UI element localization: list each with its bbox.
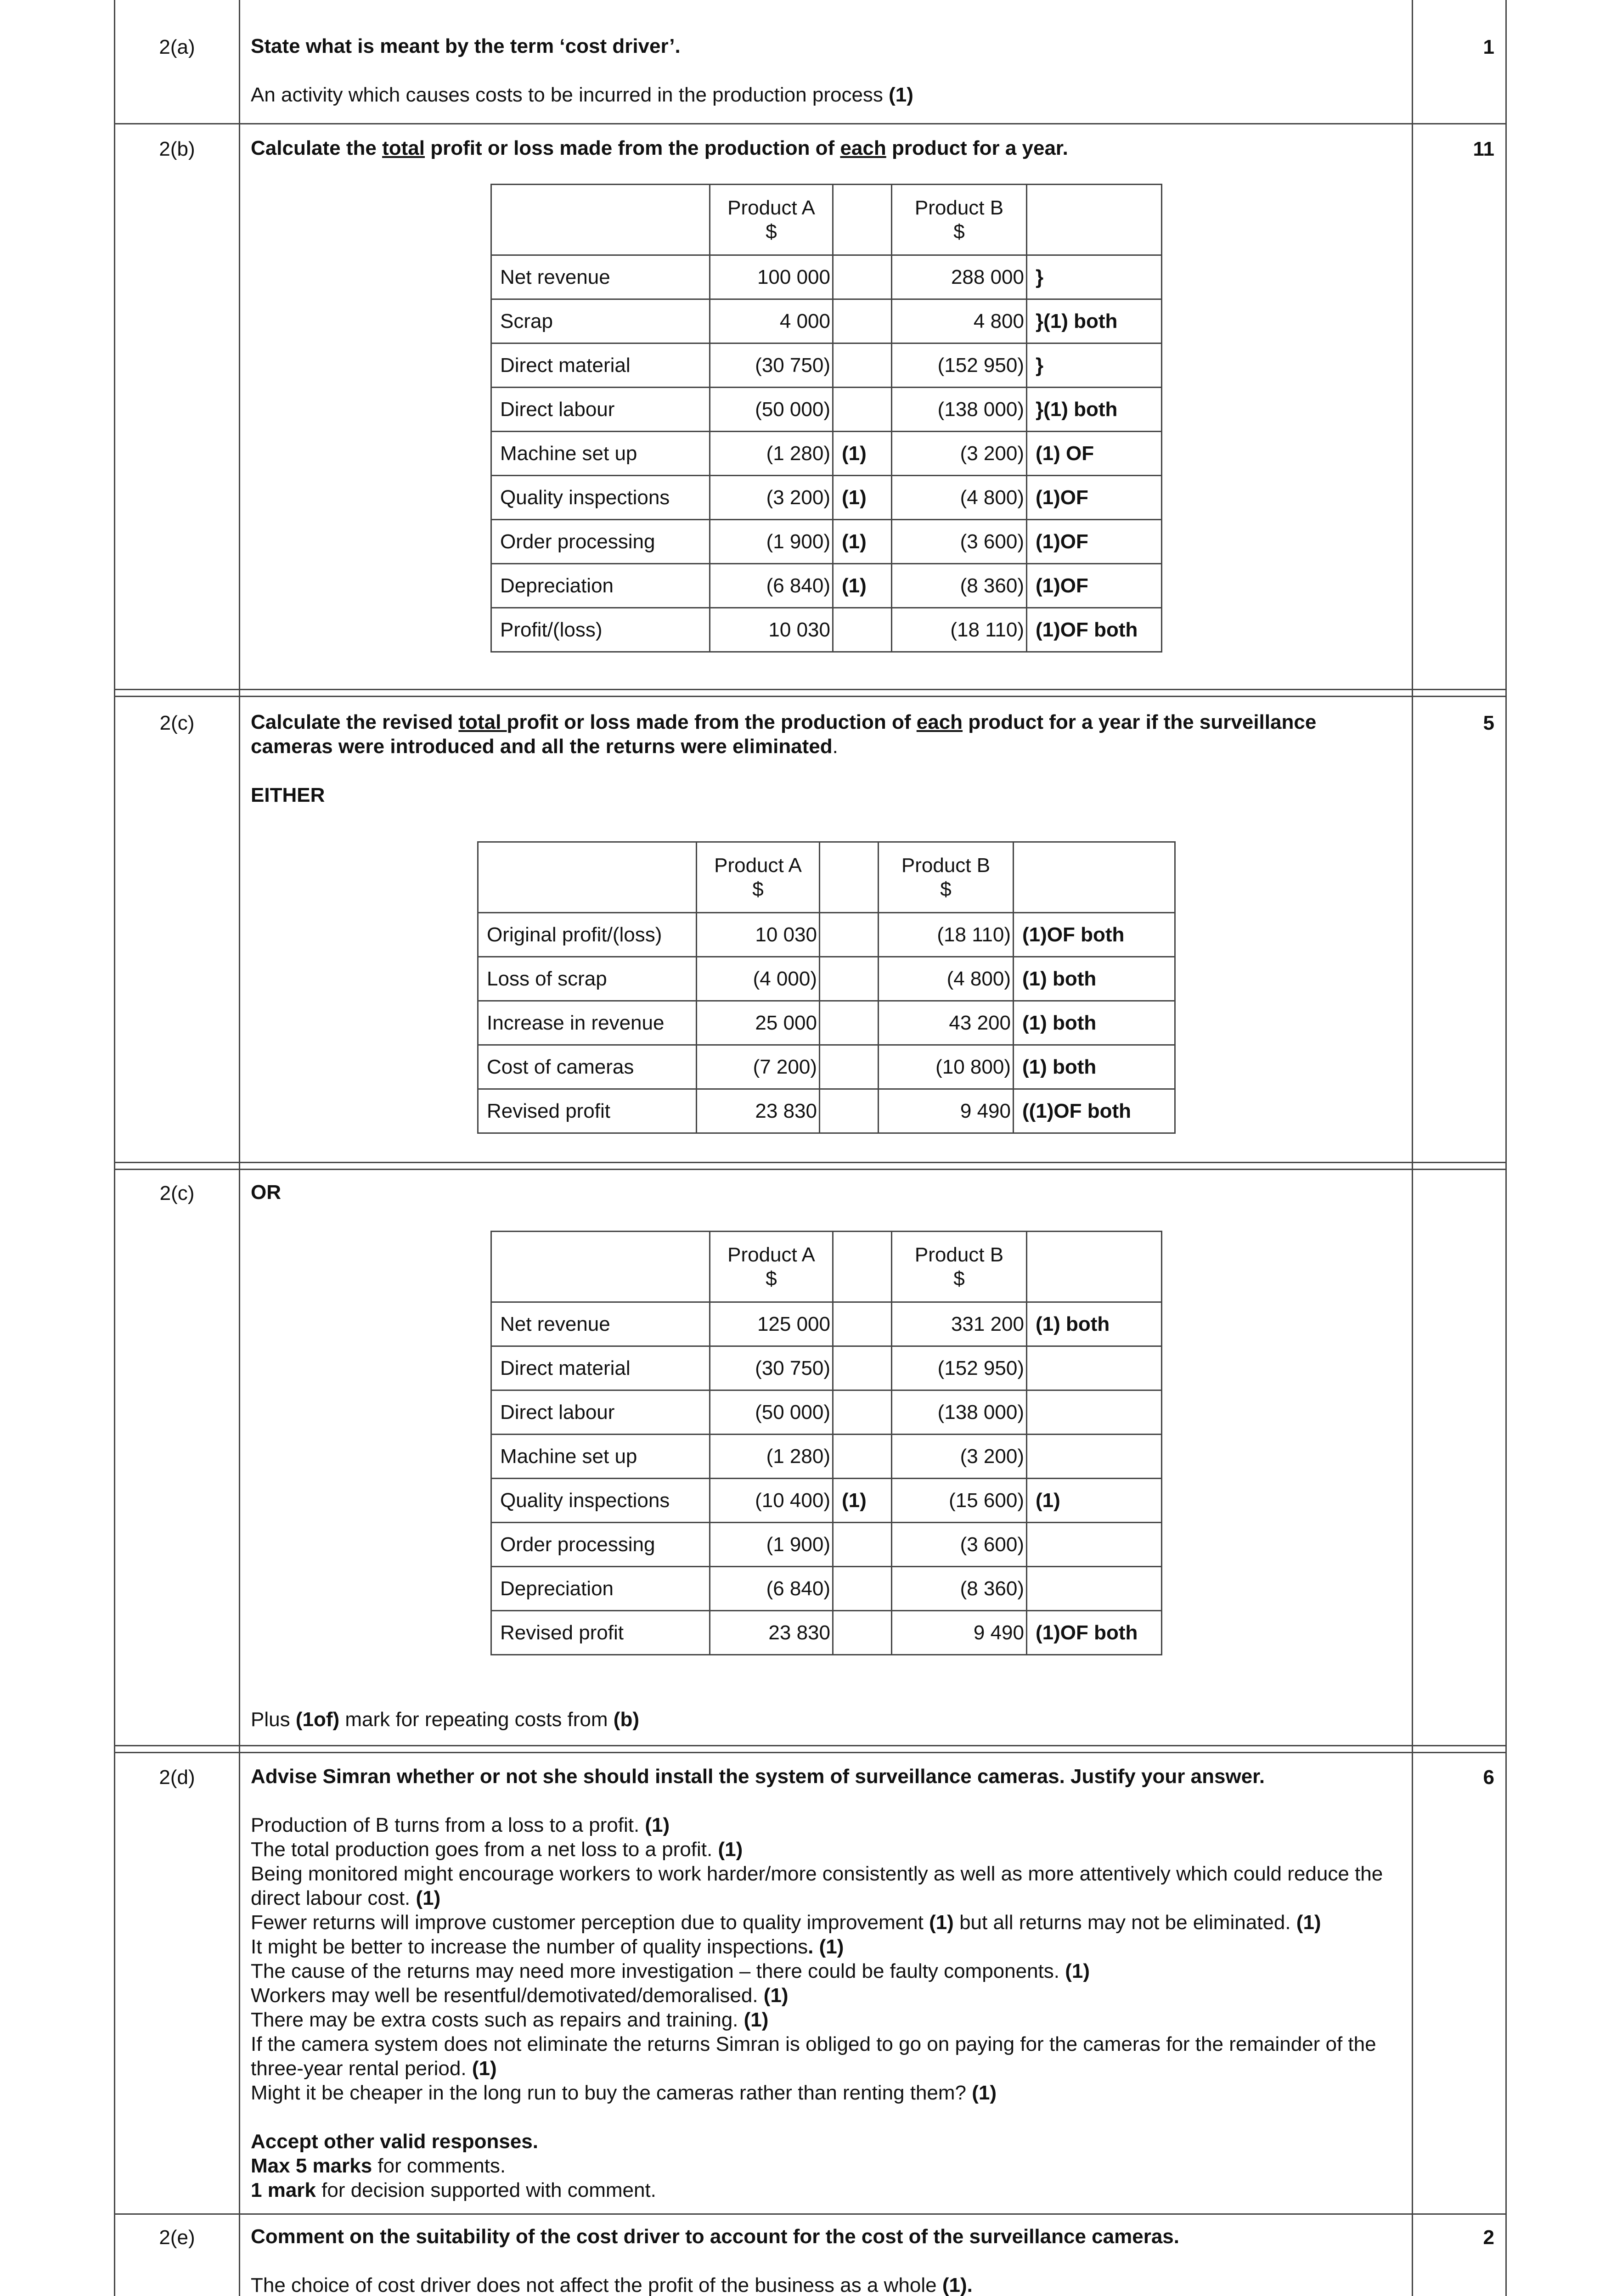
marks-value: 5 [1483, 712, 1494, 734]
table-row [491, 299, 1162, 343]
marks-value: 6 [1483, 1766, 1494, 1789]
question-2a [251, 34, 1399, 107]
table-row [491, 1479, 1162, 1523]
answer-line: Workers may well be resentful/demotivated/demoralised. (1) [251, 1984, 789, 2007]
product-a-mark [833, 1567, 892, 1611]
product-a-value: 10 030 [710, 608, 833, 652]
decision-note: 1 mark for decision supported with comment. [251, 2179, 656, 2201]
row-label: Direct labour [491, 1390, 710, 1435]
question-2b [251, 136, 1399, 160]
table-row [478, 1045, 1175, 1089]
question-number: 2(b) [159, 138, 195, 160]
row-label: Revised profit [491, 1611, 710, 1655]
product-a-value: (50 000) [710, 1390, 833, 1435]
product-a-value: (30 750) [710, 1346, 833, 1390]
mark-note: (1) [1027, 1479, 1162, 1523]
product-b-value: (18 110) [892, 608, 1027, 652]
product-a-value: (3 200) [710, 476, 833, 520]
product-a-value: (4 000) [697, 957, 820, 1001]
answer-line: If the camera system does not eliminate the returns Simran is obliged to go on paying for the cameras for the remainder of the three-year rental period. (1) [251, 2033, 1376, 2080]
row-label: Original profit/(loss) [478, 913, 697, 957]
row-separator [115, 123, 1505, 124]
question-2e [251, 2224, 1399, 2296]
product-a-mark [820, 957, 879, 1001]
mark-note [1027, 1435, 1162, 1479]
mark-note: (1) both [1014, 1001, 1175, 1045]
question-text: Calculate the revised total profit or loss made from the production of each product for a year if the surveillance cameras were introduced and all the returns were eliminated. [251, 711, 1317, 758]
product-a-mark [820, 1089, 879, 1133]
product-a-mark [820, 1001, 879, 1045]
mark-note [1027, 1390, 1162, 1435]
product-a-mark [833, 299, 892, 343]
mark-note: (1)OF both [1014, 913, 1175, 957]
product-a-value: 4 000 [710, 299, 833, 343]
product-a-mark [833, 1435, 892, 1479]
row-separator [115, 1162, 1505, 1170]
table-row [491, 520, 1162, 564]
mark-note [1027, 1567, 1162, 1611]
answer-line: There may be extra costs such as repairs and training. (1) [251, 2009, 769, 2031]
table-row [491, 1567, 1162, 1611]
table-row [478, 1089, 1175, 1133]
either-label: EITHER [251, 784, 325, 806]
product-b-value: 288 000 [892, 255, 1027, 299]
answer-text [251, 83, 1399, 107]
row-label: Direct labour [491, 388, 710, 432]
plus-note: Plus (1of) mark for repeating costs from (b) [251, 1708, 639, 1731]
product-b-value: (152 950) [892, 1346, 1027, 1390]
product-a-value: 100 000 [710, 255, 833, 299]
product-a-mark [833, 1523, 892, 1567]
answer-line: It might be better to increase the number of quality inspections. (1) [251, 1936, 844, 1958]
product-a-mark: (1) [833, 520, 892, 564]
product-a-mark: (1) [833, 476, 892, 520]
question-text: State what is meant by the term ‘cost driver’. [251, 35, 681, 57]
product-a-mark [820, 1045, 879, 1089]
table-row [491, 1611, 1162, 1655]
product-b-value: 9 490 [892, 1611, 1027, 1655]
table-row [478, 957, 1175, 1001]
row-separator [115, 689, 1505, 697]
question-2c-or [251, 1180, 1399, 1204]
question-2d [251, 1764, 1399, 2202]
row-label: Depreciation [491, 564, 710, 608]
table-row [491, 388, 1162, 432]
table-row [491, 564, 1162, 608]
mark-note: (1)OF [1027, 476, 1162, 520]
mark-note: (1)OF [1027, 520, 1162, 564]
question-number: 2(c) [159, 1182, 195, 1204]
product-a-mark [833, 1611, 892, 1655]
product-a-mark [833, 255, 892, 299]
table-row [491, 1523, 1162, 1567]
calculation-table-2c-or [490, 1231, 1162, 1655]
mark-note: (1) both [1014, 957, 1175, 1001]
row-label: Revised profit [478, 1089, 697, 1133]
product-a-mark [820, 913, 879, 957]
question-text: Calculate the total profit or loss made from the production of each product for a year. [251, 137, 1068, 159]
product-a-mark [833, 1390, 892, 1435]
mark-note: (1)OF both [1027, 608, 1162, 652]
mark-note: (1) OF [1027, 432, 1162, 476]
product-a-value: 125 000 [710, 1302, 833, 1346]
col-header-product-b: Product B $ [879, 842, 1014, 913]
row-label: Depreciation [491, 1567, 710, 1611]
product-a-value: 10 030 [697, 913, 820, 957]
accept-note: Accept other valid responses. [251, 2130, 538, 2153]
question-number: 2(a) [159, 36, 195, 58]
marks-value: 11 [1473, 138, 1494, 160]
mark-note [1027, 1346, 1162, 1390]
mark-note: (1)OF [1027, 564, 1162, 608]
product-a-value: (50 000) [710, 388, 833, 432]
answer-line: The total production goes from a net loss to a profit. (1) [251, 1838, 743, 1861]
row-label: Order processing [491, 520, 710, 564]
answer-line: Production of B turns from a loss to a profit. (1) [251, 1814, 670, 1836]
column-divider [239, 0, 240, 2296]
product-a-mark [833, 1346, 892, 1390]
mark-note: } [1027, 255, 1162, 299]
calculation-table-2b [490, 184, 1162, 653]
row-label: Quality inspections [491, 476, 710, 520]
product-a-value: (6 840) [710, 564, 833, 608]
mark-note: } [1027, 343, 1162, 388]
table-row [478, 1001, 1175, 1045]
product-b-value: (18 110) [879, 913, 1014, 957]
product-a-value: 25 000 [697, 1001, 820, 1045]
table-row [491, 608, 1162, 652]
row-label: Net revenue [491, 255, 710, 299]
calculation-table-2c-either [477, 841, 1176, 1134]
product-b-value: (3 200) [892, 1435, 1027, 1479]
question-number: 2(e) [159, 2226, 195, 2249]
table-row [491, 1435, 1162, 1479]
col-header-product-a: Product A $ [697, 842, 820, 913]
row-label: Quality inspections [491, 1479, 710, 1523]
row-label: Loss of scrap [478, 957, 697, 1001]
table-row [491, 476, 1162, 520]
product-b-value: 43 200 [879, 1001, 1014, 1045]
product-b-value: (3 200) [892, 432, 1027, 476]
row-label: Machine set up [491, 1435, 710, 1479]
product-a-mark: (1) [833, 1479, 892, 1523]
product-a-value: (1 900) [710, 1523, 833, 1567]
mark-note: }(1) both [1027, 388, 1162, 432]
mark-note: }(1) both [1027, 299, 1162, 343]
product-a-value: (1 280) [710, 432, 833, 476]
question-text: Comment on the suitability of the cost driver to account for the cost of the surveillance cameras. [251, 2225, 1179, 2248]
product-b-value: 331 200 [892, 1302, 1027, 1346]
product-b-value: (4 800) [892, 476, 1027, 520]
table-row [491, 1302, 1162, 1346]
product-a-mark [833, 388, 892, 432]
question-number: 2(d) [159, 1766, 195, 1789]
product-a-value: 23 830 [697, 1089, 820, 1133]
col-header-product-b: Product B $ [892, 185, 1027, 255]
question-2c [251, 710, 1399, 807]
row-separator [115, 1745, 1505, 1753]
product-b-value: 4 800 [892, 299, 1027, 343]
table-row [491, 255, 1162, 299]
answer-line: Being monitored might encourage workers to work harder/more consistently as well as more attentively which could reduce the direct labour cost. (1) [251, 1863, 1383, 1909]
column-divider [1412, 0, 1413, 2296]
product-a-mark [833, 1302, 892, 1346]
product-b-value: (15 600) [892, 1479, 1027, 1523]
mark-note [1027, 1523, 1162, 1567]
marks-value: 1 [1483, 36, 1494, 58]
answer-line: Fewer returns will improve customer perception due to quality improvement (1) but all returns may not be eliminated. (1) [251, 1911, 1321, 1934]
product-a-value: (30 750) [710, 343, 833, 388]
row-label: Scrap [491, 299, 710, 343]
answer-line: The choice of cost driver does not affect the profit of the business as a whole (1). [251, 2274, 973, 2296]
product-a-mark [833, 608, 892, 652]
product-b-value: (8 360) [892, 1567, 1027, 1611]
answer-line: An activity which causes costs to be incurred in the production process [251, 84, 883, 106]
table-row [491, 432, 1162, 476]
answer-mark: (1) [889, 84, 913, 106]
table-row [491, 1346, 1162, 1390]
product-b-value: 9 490 [879, 1089, 1014, 1133]
product-a-mark [833, 343, 892, 388]
mark-note: ((1)OF both [1014, 1089, 1175, 1133]
question-number: 2(c) [159, 712, 195, 734]
table-row [491, 1390, 1162, 1435]
product-a-value: (7 200) [697, 1045, 820, 1089]
product-a-value: (10 400) [710, 1479, 833, 1523]
product-b-value: (10 800) [879, 1045, 1014, 1089]
row-label: Profit/(loss) [491, 608, 710, 652]
table-row [491, 343, 1162, 388]
mark-note: (1)OF both [1027, 1611, 1162, 1655]
max-note: Max 5 marks for comments. [251, 2155, 506, 2177]
mark-note: (1) both [1014, 1045, 1175, 1089]
product-a-value: (6 840) [710, 1567, 833, 1611]
col-header-product-a: Product A $ [710, 185, 833, 255]
product-b-value: (3 600) [892, 520, 1027, 564]
row-separator [115, 2213, 1505, 2215]
or-label: OR [251, 1181, 281, 1204]
product-a-value: (1 280) [710, 1435, 833, 1479]
question-text: Advise Simran whether or not she should install the system of surveillance cameras. Justify your answer. [251, 1765, 1265, 1788]
product-a-mark: (1) [833, 432, 892, 476]
product-b-value: (4 800) [879, 957, 1014, 1001]
row-label: Cost of cameras [478, 1045, 697, 1089]
product-a-mark: (1) [833, 564, 892, 608]
mark-note: (1) both [1027, 1302, 1162, 1346]
answer-line: Might it be cheaper in the long run to buy the cameras rather than renting them? (1) [251, 2082, 997, 2104]
product-b-value: (138 000) [892, 1390, 1027, 1435]
product-b-value: (138 000) [892, 388, 1027, 432]
row-label: Direct material [491, 343, 710, 388]
mark-scheme-table [114, 0, 1507, 2296]
answer-line: The cause of the returns may need more investigation – there could be faulty components. (1) [251, 1960, 1090, 1982]
marks-value: 2 [1483, 2226, 1494, 2249]
product-b-value: (3 600) [892, 1523, 1027, 1567]
product-a-value: (1 900) [710, 520, 833, 564]
row-label: Direct material [491, 1346, 710, 1390]
row-label: Net revenue [491, 1302, 710, 1346]
product-a-value: 23 830 [710, 1611, 833, 1655]
product-b-value: (8 360) [892, 564, 1027, 608]
col-header-product-a: Product A $ [710, 1232, 833, 1302]
product-b-value: (152 950) [892, 343, 1027, 388]
table-row [478, 913, 1175, 957]
col-header-product-b: Product B $ [892, 1232, 1027, 1302]
row-label: Machine set up [491, 432, 710, 476]
row-label: Order processing [491, 1523, 710, 1567]
row-label: Increase in revenue [478, 1001, 697, 1045]
